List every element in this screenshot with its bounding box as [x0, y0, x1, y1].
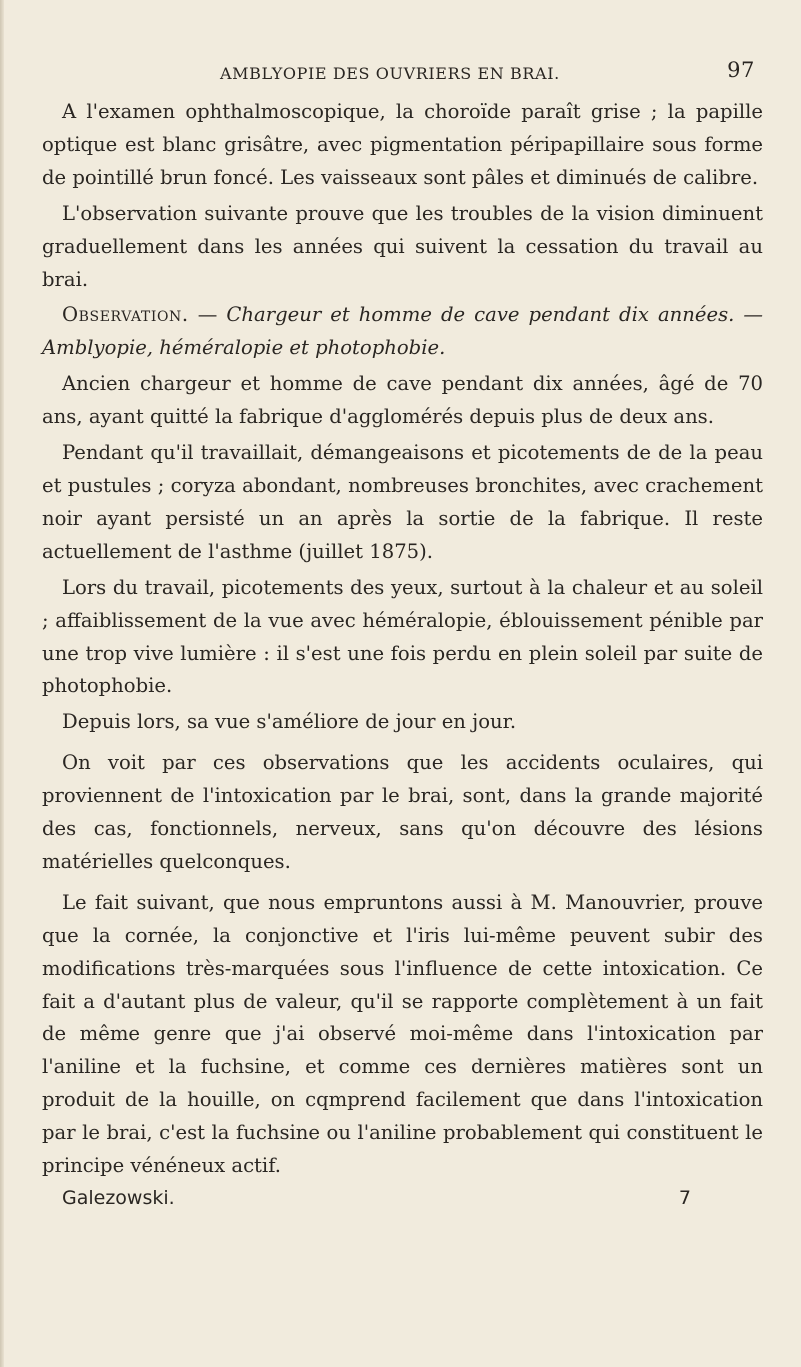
paragraph-symptoms: Pendant qu'il travaillait, démangeaisons et picotements de de la peau et pustules ; coryza abondant, nombreuses bronchites, avec crachement noir ayant persisté un an après la sortie de la fabrique. Il reste actuellement de l'asthme (juillet 1875).: [42, 441, 763, 563]
observation-title: Chargeur et homme de cave pendant dix années. — Amblyopie, héméralopie et photophobie.: [42, 303, 763, 360]
sheet-mark: 7: [678, 1187, 691, 1209]
running-title: AMBLYOPIE DES OUVRIERS EN BRAI.: [220, 64, 560, 83]
page-number: 97: [727, 58, 755, 82]
paragraph-patient: Ancien chargeur et homme de cave pendant dix années, âgé de 70 ans, ayant quitté la fabrique d'agglomérés depuis plus de deux ans.: [42, 372, 763, 429]
page-footer: [42, 1187, 763, 1217]
paragraph-manouvrier: Le fait suivant, que nous empruntons aussi à M. Manouvrier, prouve que la cornée, la conjonctive et l'iris lui-même peuvent subir des modifications très-marquées sous l'influence de cette intoxication. Ce fait a d'autant plus de valeur, qu'il se rapporte complètement à un fait de même genre que j'ai observé moi-même dans l'intoxication par l'aniline et la fuchsine, et comme ces dernières matières sont un produit de la houille, on cqmprend facilement que dans l'intoxication par le brai, c'est la fuchsine ou l'aniline probablement qui constituent le principe vénéneux actif.: [42, 890, 763, 1178]
observation-dash: —: [197, 303, 218, 327]
paragraph-observation-intro: L'observation suivante prouve que les troubles de la vision diminuent graduellement dans les années qui suivent la cessation du travail au brai.: [42, 201, 763, 291]
observation-heading: [42, 299, 763, 365]
observation-label: Observation.: [62, 303, 189, 327]
paragraph-improvement: Depuis lors, sa vue s'améliore de jour en jour.: [62, 710, 517, 734]
paragraph-conclusion: On voit par ces observations que les accidents oculaires, qui proviennent de l'intoxication par le brai, sont, dans la grande majorité des cas, fonctionnels, nerveux, sans qu'on découvre des lésions matérielles quelconques.: [42, 751, 763, 873]
paragraph-eye-symptoms: Lors du travail, picotements des yeux, surtout à la chaleur et au soleil ; affaiblissement de la vue avec héméralopie, éblouissement pénible par une trop vive lumière : il s'est une fois perdu en plein soleil par suite de photophobie.: [42, 575, 763, 698]
body-text: [42, 96, 763, 1183]
running-head: [42, 58, 763, 96]
paragraph-ophthalmoscopic-exam: A l'examen ophthalmoscopique, la choroïde paraît grise ; la papille optique est blanc grisâtre, avec pigmentation péripapillaire sous forme de pointillé brun foncé. Les vaisseaux sont pâles et diminués de calibre.: [42, 100, 763, 189]
signature-mark: Galezowski.: [62, 1187, 175, 1209]
